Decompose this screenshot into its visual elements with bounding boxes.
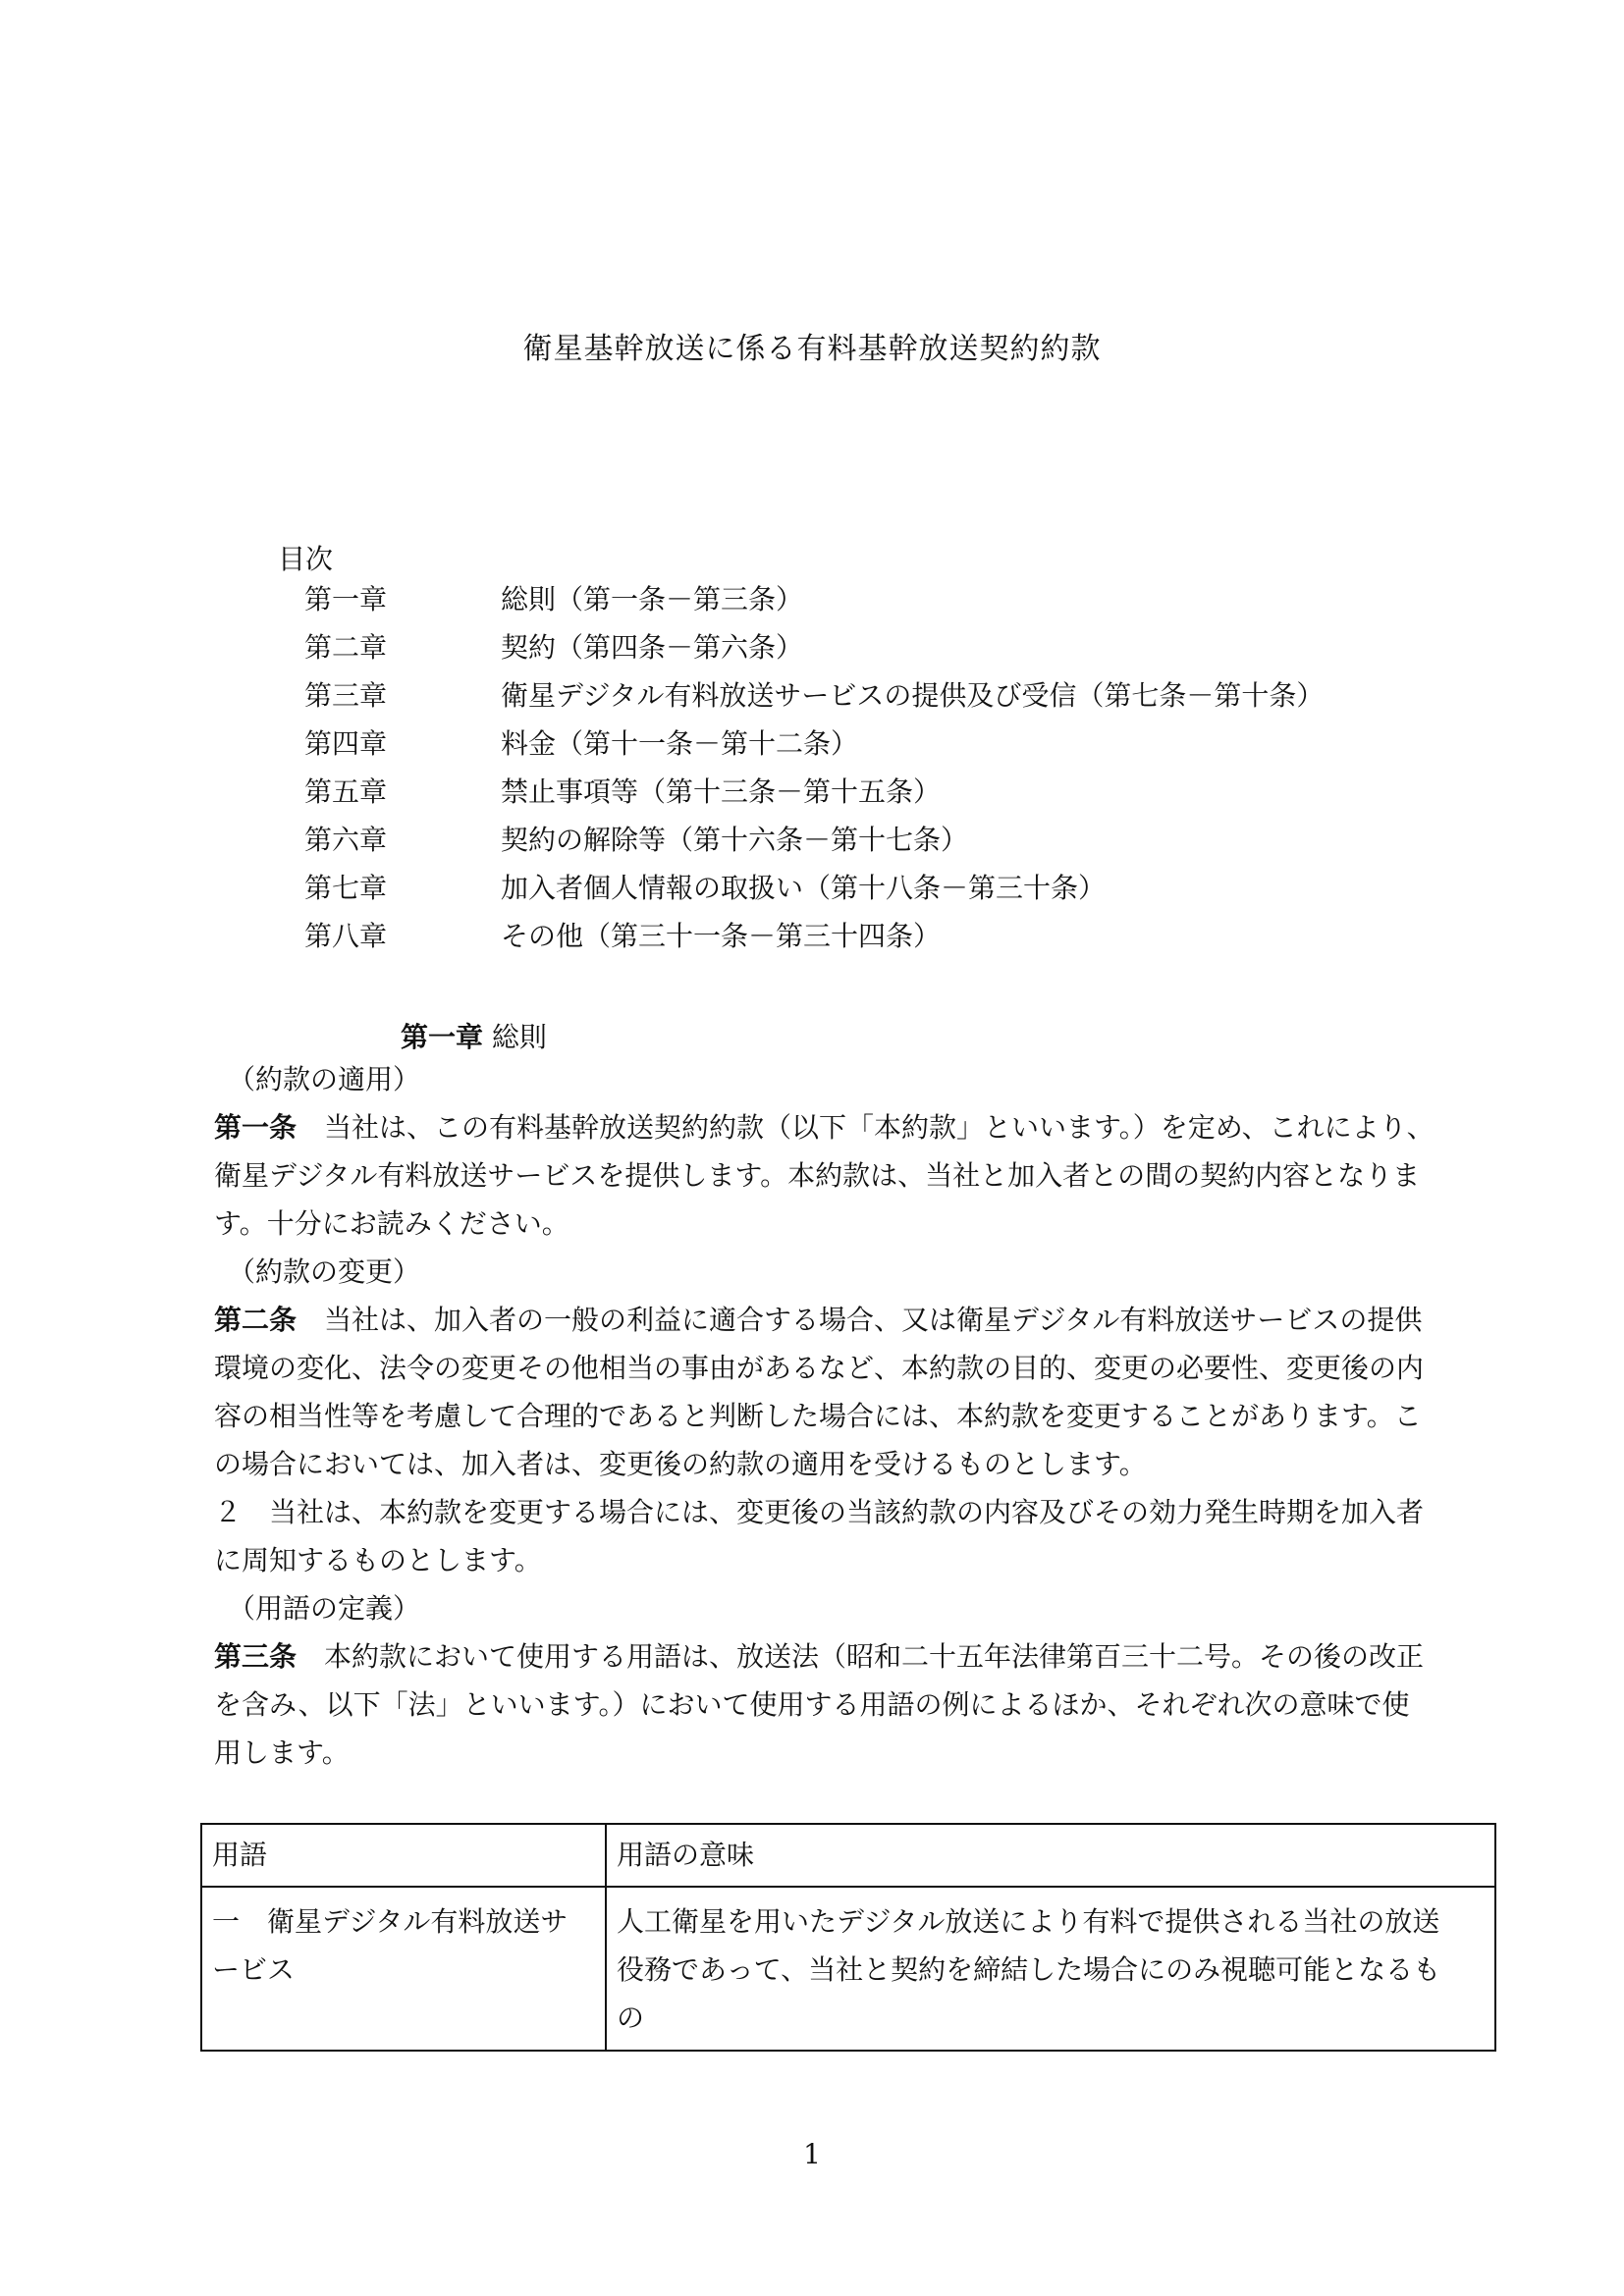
article-text: 本約款において使用する用語は、放送法（昭和二十五年法律第百三十二号。その後の改正	[297, 1640, 1425, 1673]
toc-chapter-number: 第五章	[304, 775, 388, 808]
table-header-meaning: 用語の意味	[606, 1824, 1495, 1887]
article-line: を含み、以下「法」といいます。）において使用する用語の例によるほか、それぞれ次の意味で使	[214, 1688, 1410, 1721]
table-header-row	[201, 1824, 1495, 1887]
toc-chapter-title: 衛星デジタル有料放送サービスの提供及び受信（第七条－第十条）	[501, 679, 1325, 712]
meaning-line: 役務であって、当社と契約を締結した場合にのみ視聴可能となるも	[617, 1953, 1441, 1986]
toc-chapter-title: 契約（第四条－第六条）	[501, 631, 804, 664]
article-line: す。十分にお読みください。	[214, 1207, 569, 1240]
article-paragraph-line: ２ 当社は、本約款を変更する場合には、変更後の当該約款の内容及びその効力発生時期を加入者	[214, 1496, 1425, 1528]
chapter-title: 総則	[491, 1021, 547, 1053]
table-header-term: 用語	[201, 1824, 606, 1887]
toc-chapter-title: 加入者個人情報の取扱い（第十八条－第三十条）	[501, 872, 1107, 904]
toc-item	[304, 864, 1324, 912]
term-line: 一 衛星デジタル有料放送サ	[212, 1905, 568, 1938]
page-number: 1	[803, 2138, 821, 2170]
article-caption: （約款の変更）	[228, 1255, 421, 1288]
toc-chapter-number: 第八章	[304, 920, 388, 952]
toc-item	[304, 623, 1324, 671]
meaning-line: の	[617, 2002, 645, 2034]
toc-item	[304, 720, 1324, 768]
toc-chapter-number: 第三章	[304, 679, 388, 712]
toc-chapter-title: 総則（第一条－第三条）	[501, 583, 804, 615]
document-body	[214, 1055, 1490, 1777]
toc-chapter-number: 第四章	[304, 727, 388, 760]
meaning-line: 人工衛星を用いたデジタル放送により有料で提供される当社の放送	[617, 1905, 1440, 1938]
article-line: の場合においては、加入者は、変更後の約款の適用を受けるものとします。	[214, 1448, 1147, 1480]
toc-chapter-number: 第六章	[304, 824, 388, 856]
toc-item	[304, 912, 1324, 960]
toc-chapter-title: 料金（第十一条－第十二条）	[501, 727, 859, 760]
toc-item	[304, 575, 1324, 623]
terms-table	[200, 1823, 1496, 2052]
toc-chapter-number: 第二章	[304, 631, 388, 664]
term-line: ービス	[212, 1953, 296, 1986]
article-caption: （約款の適用）	[228, 1063, 421, 1095]
table-cell-meaning	[606, 1887, 1495, 2051]
article-label: 第二条	[214, 1304, 298, 1336]
toc-item	[304, 671, 1324, 720]
toc-chapter-title: その他（第三十一条－第三十四条）	[501, 920, 942, 952]
toc-chapter-number: 第一章	[304, 583, 388, 615]
article-text: 当社は、加入者の一般の利益に適合する場合、又は衛星デジタル有料放送サービスの提供	[297, 1304, 1423, 1336]
article-caption: （用語の定義）	[228, 1592, 421, 1625]
table-row	[201, 1887, 1495, 2051]
article-line: 用します。	[214, 1736, 350, 1769]
article-paragraph-line: に周知するものとします。	[214, 1544, 542, 1576]
article-label: 第一条	[214, 1111, 298, 1144]
toc-item	[304, 816, 1324, 864]
toc-item	[304, 768, 1324, 816]
toc-heading: 目次	[278, 543, 334, 575]
article-line: 環境の変化、法令の変更その他相当の事由があるなど、本約款の目的、変更の必要性、変更後の内	[214, 1352, 1425, 1384]
toc-chapter-number: 第七章	[304, 872, 388, 904]
toc-chapter-title: 契約の解除等（第十六条－第十七条）	[501, 824, 969, 856]
toc-chapter-title: 禁止事項等（第十三条－第十五条）	[501, 775, 942, 808]
article-line	[214, 1632, 1490, 1681]
chapter-number: 第一章	[401, 1021, 484, 1053]
table-of-contents	[304, 575, 1324, 960]
article-text: 当社は、この有料基幹放送契約約款（以下「本約款」といいます。）を定め、これにより、	[297, 1111, 1435, 1144]
chapter-heading	[401, 1016, 547, 1055]
article-line: 衛星デジタル有料放送サービスを提供します。本約款は、当社と加入者との間の契約内容となりま	[214, 1159, 1421, 1192]
article-line	[214, 1103, 1490, 1151]
article-line: 容の相当性等を考慮して合理的であると判断した場合には、本約款を変更することがあります。こ	[214, 1400, 1422, 1432]
table-cell-term	[201, 1887, 606, 2051]
article-line	[214, 1296, 1490, 1344]
document-title: 衛星基幹放送に係る有料基幹放送契約約款	[522, 332, 1102, 366]
article-label: 第三条	[214, 1640, 298, 1673]
